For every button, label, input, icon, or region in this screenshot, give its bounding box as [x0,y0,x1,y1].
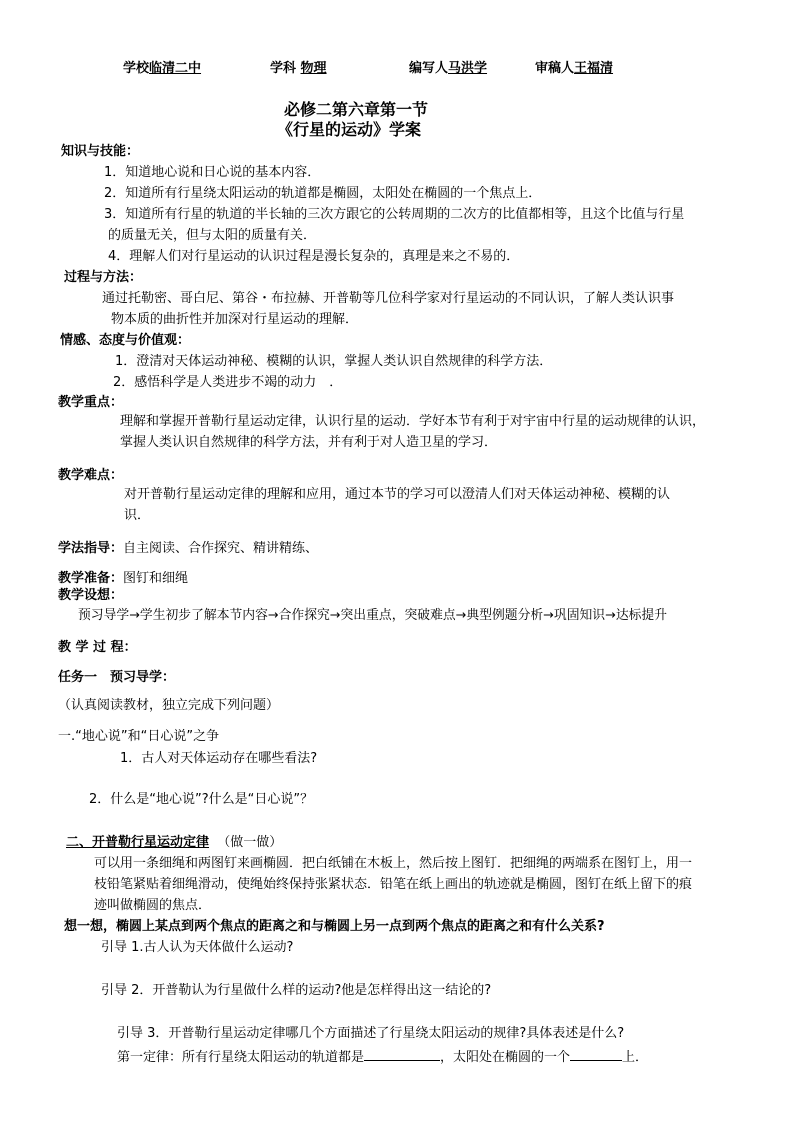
author-label: 编写人 [409,61,449,76]
page-title-line1: 必修二第六章第一节 [284,100,429,119]
reviewer-field [535,60,613,78]
law1-line [117,1046,648,1067]
key-points-text-a: 理解和掌握开普勒行星运动定律，认识行星的运动．学好本节有利于对宇宙中行星的运动规律的认识， [120,414,706,429]
preparation-text: 图钉和细绳 [123,571,189,586]
header-line [123,60,201,78]
guide-2: 引导 2．开普勒认为行星做什么样的运动?他是怎样得出这一结论的? [101,983,492,998]
subject-label: 学科 [270,61,297,76]
method-heading: 学法指导： [58,541,124,556]
knowledge-item-3a: 3．知道所有行星的轨道的半长轴的三次方跟它的公转周期的二次方的比值都相等，且这个比值与行星 [104,207,685,222]
section2-text-a: 可以用一条细绳和两图钉来画椭圆．把白纸铺在木板上，然后按上图钉．把细绳的两端系在图钉上，用一 [94,856,693,871]
author-value: 马洪学 [448,61,488,76]
plan-text: 预习导学→学生初步了解本节内容→合作探究→突出重点，突破难点→典型例题分析→巩固知识→达标提升 [78,608,668,623]
process-heading: 过程与方法： [64,270,143,285]
method-line [58,540,318,558]
knowledge-item-3b: 的质量无关，但与太阳的质量有关． [108,228,317,243]
author-field [409,60,496,78]
emotion-item-1: 1．澄清对天体运动神秘、模糊的认识，掌握人类认识自然规律的科学方法． [115,354,553,369]
section1-heading: 一.“地心说”和“日心说”之争 [58,729,220,744]
section1-question-1: 1．古人对天体运动存在哪些看法? [120,751,318,766]
process-main-heading: 教 学 过 程： [58,640,137,655]
school-label: 学校 [123,61,150,76]
knowledge-item-1: 1．知道地心说和日心说的基本内容． [104,165,321,180]
law1-text-b: ，太阳处在椭圆的一个 [440,1050,571,1065]
task1-heading: 任务一 预习导学： [58,670,176,685]
preparation-line [58,570,188,588]
section2-heading: 二、开普勒行星运动定律 [66,835,210,850]
section2-heading-note: （做一做） [217,835,283,850]
subject-value: 物理 [300,61,327,76]
law1-text-a: 第一定律：所有行星绕太阳运动的轨道都是 [117,1050,365,1065]
knowledge-item-2: 2．知道所有行星绕太阳运动的轨道都是椭圆，太阳处在椭圆的一个焦点上． [104,186,542,201]
method-text: 自主阅读、合作探究、精讲精练、 [123,541,319,556]
section2-think: 想一想，椭圆上某点到两个焦点的距离之和与椭圆上另一点到两个焦点的距离之和有什么关系? [64,919,605,934]
difficulties-text-b: 识． [124,508,151,523]
reviewer-label: 审稿人 [535,61,575,76]
guide-1: 引导 1.古人认为天体做什么运动? [101,940,294,955]
section2-heading-line [66,834,282,852]
key-points-text-b: 掌握人类认识自然规律的科学方法，并有利于对人造卫星的学习． [120,435,498,450]
reviewer-value: 王福清 [574,61,614,76]
law1-blank-2[interactable] [570,1046,622,1061]
key-points-heading: 教学重点： [58,395,124,410]
law1-blank-1[interactable] [364,1046,440,1061]
guide-3: 引导 3．开普勒行星运动定律哪几个方面描述了行星绕太阳运动的规律?具体表述是什么? [117,1026,625,1041]
section2-text-c: 迹叫做椭圆的焦点． [94,898,212,913]
subject-field [270,60,327,78]
preparation-heading: 教学准备： [58,571,124,586]
knowledge-heading: 知识与技能： [61,144,140,159]
task1-note: （认真阅读教材，独立完成下列问题） [58,698,280,713]
law1-text-c: 上． [622,1050,649,1065]
process-text-b: 物本质的曲折性并加深对行星运动的理解． [111,312,359,327]
emotion-heading: 情感、态度与价值观： [60,333,191,348]
emotion-item-2: 2．感悟科学是人类进步不竭的动力 ． [113,375,343,390]
school-value: 临清二中 [149,61,202,76]
difficulties-heading: 教学难点： [58,468,124,483]
difficulties-text-a: 对开普勒行星运动定律的理解和应用，通过本节的学习可以澄清人们对天体运动神秘、模糊的认 [124,487,671,502]
section1-question-2: 2．什么是“地心说”?什么是“日心说”？ [89,792,314,807]
process-text-a: 通过托勒密、哥白尼、第谷・布拉赫、开普勒等几位科学家对行星运动的不同认识，了解人类认识事 [102,291,675,306]
page-title-line2: 《行星的运动》学案 [277,120,422,139]
section2-text-b: 枝铅笔紧贴着细绳滑动，使绳始终保持张紧状态．铅笔在纸上画出的轨迹就是椭圆，图钉在纸上留下的痕 [94,877,693,892]
knowledge-item-4: 4．理解人们对行星运动的认识过程是漫长复杂的，真理是来之不易的． [108,249,520,264]
plan-heading: 教学设想： [58,588,124,603]
